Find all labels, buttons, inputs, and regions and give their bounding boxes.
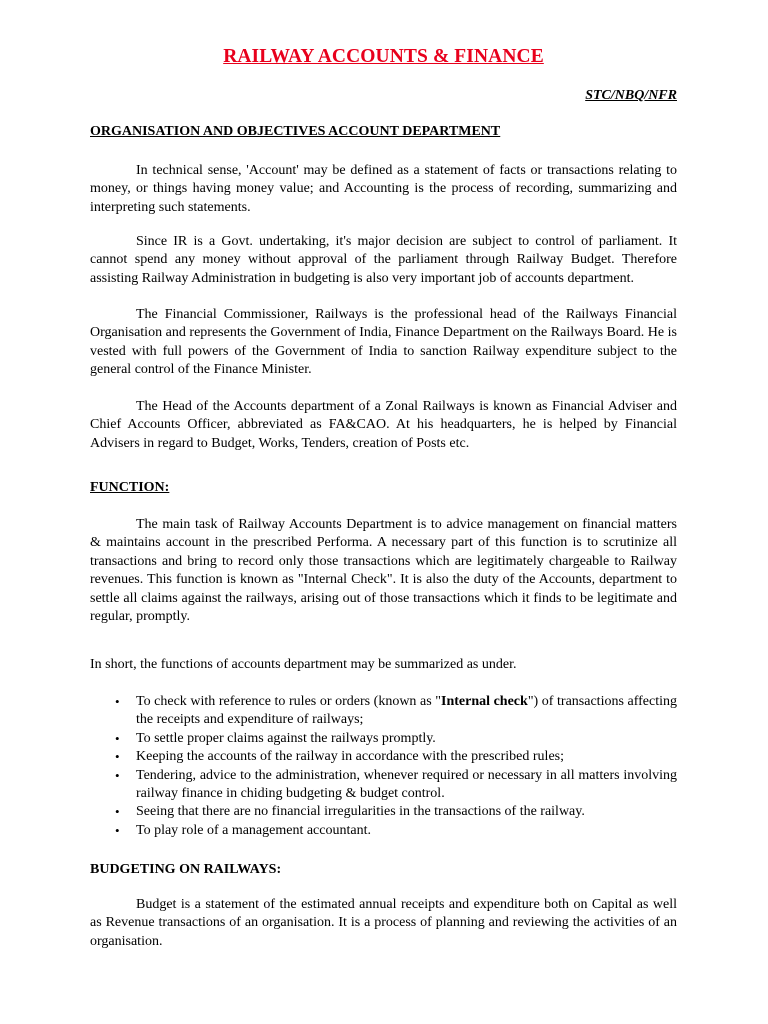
list-item [90, 748, 677, 766]
section-heading-function: FUNCTION: [90, 480, 170, 495]
document-title: RAILWAY ACCOUNTS & FINANCE [223, 46, 544, 67]
bullet-icon: • [115, 822, 120, 838]
list-item-text: Tendering, advice to the administration, whenever required or necessary in all matters involving railway finance in chiding budgeting & budget control. [136, 767, 677, 802]
list-item [90, 822, 677, 840]
list-item [90, 767, 677, 804]
list-item-text: Seeing that there are no financial irregularities in the transactions of the railway. [136, 804, 585, 820]
bullet-icon: • [115, 804, 120, 820]
list-item-text-after: ") of transactions affecting the receipts and expenditure of railways; [136, 694, 677, 728]
paragraph-account-definition: In technical sense, 'Account' may be defined as a statement of facts or transactions relating to money, or things having money value; and Accounting is the process of recording, summarizing and interpreting such statements. [90, 163, 677, 215]
list-item [90, 803, 677, 821]
paragraph-budget-definition: Budget is a statement of the estimated annual receipts and expenditure both on Capital as well as Revenue transactions of an organisation. It is a process of planning and reviewing the activities of an organisation. [90, 897, 677, 949]
list-item-text: To play role of a management accountant. [136, 822, 371, 838]
paragraph-summary-intro: In short, the functions of accounts department may be summarized as under. [90, 657, 517, 672]
functions-list [90, 693, 677, 840]
bullet-icon: • [115, 749, 120, 765]
reference-code: STC/NBQ/NFR [585, 88, 677, 103]
document-page [90, 0, 677, 1024]
list-item-text: To settle proper claims against the railways promptly. [136, 730, 436, 746]
list-item [90, 693, 677, 730]
bullet-icon: • [115, 767, 120, 783]
paragraph-main-task: The main task of Railway Accounts Department is to advice management on financial matters & maintains account in the prescribed Performa. A necessary part of this function is to scrutinize all transactions and bring to record only those transactions which are legitimately chargeable to Railway revenues. This function is known as "Internal Check". It is also the duty of the Accounts, department to settle all claims against the railways, arising out of those transactions which it finds to be legitimate and regular, promptly. [90, 517, 677, 625]
section-heading-budgeting: BUDGETING ON RAILWAYS: [90, 862, 282, 877]
paragraph-head-of-accounts: The Head of the Accounts department of a Zonal Railways is known as Financial Adviser and Chief Accounts Officer, abbreviated as FA&CAO. At his headquarters, he is helped by Financial Advisers in regard to Budget, Works, Tenders, creation of Posts etc. [90, 399, 677, 451]
list-item-text: Keeping the accounts of the railway in accordance with the prescribed rules; [136, 749, 564, 765]
paragraph-parliament-control: Since IR is a Govt. undertaking, it's major decision are subject to control of parliament. It cannot spend any money without approval of the parliament through Railway Budget. Therefore assisting Railway Administration in budgeting is also very important job of accounts department. [90, 234, 677, 286]
list-item-bold-term: Internal check [441, 694, 528, 709]
list-item [90, 730, 677, 748]
paragraph-financial-commissioner: The Financial Commissioner, Railways is the professional head of the Railways Financial Organisation and represents the Government of India, Finance Department on the Railways Board. He is vested with full powers of the Government of India to sanction Railway expenditure subject to the general control of the Finance Minister. [90, 307, 677, 378]
section-heading-organisation: ORGANISATION AND OBJECTIVES ACCOUNT DEPARTMENT [90, 124, 501, 139]
bullet-icon: • [115, 730, 120, 746]
list-item-text-before: To check with reference to rules or orders (known as " [136, 694, 441, 709]
bullet-icon: • [115, 694, 120, 709]
